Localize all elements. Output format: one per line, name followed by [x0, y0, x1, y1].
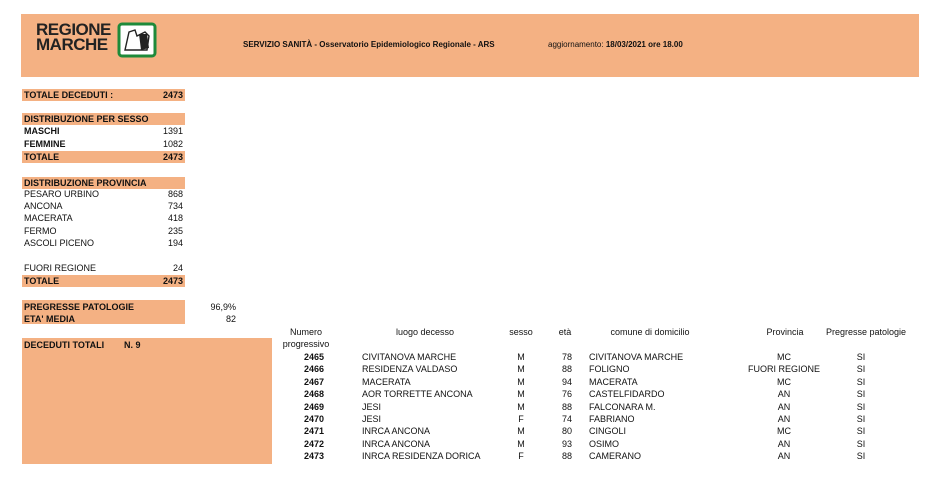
header-eta: età — [558, 327, 572, 337]
cell-numero: 2473 — [303, 451, 324, 462]
logo-line-1: REGIONE — [36, 20, 111, 39]
fuori-regione-value: 24 — [172, 263, 183, 273]
cell-luogo: RESIDENZA VALDASO — [362, 364, 458, 375]
deceduti-totali-box — [22, 338, 272, 464]
cell-sesso: M — [517, 376, 525, 387]
cell-provincia: AN — [777, 389, 791, 400]
cell-eta: 74 — [561, 414, 572, 424]
cell-luogo: INRCA ANCONA — [362, 426, 431, 437]
cell-patologie: SI — [856, 426, 866, 437]
update-value: 18/03/2021 ore 18.00 — [605, 40, 683, 49]
cell-sesso: M — [517, 401, 525, 412]
cell-provincia: AN — [777, 401, 791, 412]
cell-patologie: SI — [856, 389, 866, 400]
cell-comune: FOLIGNO — [589, 364, 630, 375]
eta-media-label: ETA' MEDIA — [24, 314, 75, 324]
logo-line-2: MARCHE — [36, 35, 108, 54]
cell-eta: 76 — [561, 389, 572, 400]
maschi-row — [22, 125, 185, 137]
cell-patologie: SI — [856, 451, 866, 462]
cell-provincia: MC — [777, 352, 791, 362]
cell-eta: 88 — [561, 451, 572, 462]
provincia-row — [22, 188, 185, 200]
cell-sesso: F — [518, 451, 524, 462]
patologie-value: 96,9% — [210, 302, 236, 312]
update-label: aggiornamento: — [548, 40, 604, 49]
header-sesso: sesso — [509, 327, 533, 337]
cell-luogo: JESI — [362, 401, 382, 412]
cell-numero: 2466 — [303, 364, 324, 375]
totale-deceduti-label: TOTALE DECEDUTI : — [24, 90, 114, 100]
fuori-regione-row — [22, 262, 185, 274]
cell-patologie: SI — [856, 438, 866, 449]
cell-eta: 94 — [561, 376, 572, 387]
cell-numero: 2471 — [303, 426, 324, 437]
cell-sesso: M — [517, 389, 525, 400]
fuori-regione-label: FUORI REGIONE — [24, 263, 97, 273]
cell-comune: CINGOLI — [589, 426, 627, 437]
deceduti-totali-count: N. 9 — [124, 340, 141, 350]
provincia-label: ASCOLI PICENO — [24, 238, 95, 248]
cell-luogo: MACERATA — [362, 376, 411, 387]
regione-marche-logo — [36, 22, 111, 52]
cell-luogo: INRCA RESIDENZA DORICA — [362, 451, 481, 462]
cell-provincia: AN — [777, 438, 791, 449]
cell-luogo: AOR TORRETTE ANCONA — [362, 389, 473, 400]
cell-eta: 88 — [561, 401, 572, 412]
totale-deceduti-value: 2473 — [162, 90, 183, 100]
cell-patologie: SI — [856, 376, 866, 387]
cell-patologie: SI — [856, 414, 866, 424]
cell-provincia: MC — [777, 426, 791, 437]
cell-comune: CIVITANOVA MARCHE — [589, 352, 684, 362]
provincia-value: 734 — [167, 201, 183, 211]
cell-eta: 88 — [561, 364, 572, 375]
cell-patologie: SI — [856, 401, 866, 412]
header-patologie: Pregresse patologie — [825, 327, 907, 337]
deceduti-totali-label: DECEDUTI TOTALI — [24, 340, 105, 350]
cell-numero: 2470 — [303, 414, 324, 424]
provincia-row — [22, 212, 185, 224]
cell-sesso: M — [517, 352, 525, 362]
header-numero — [276, 326, 336, 350]
cell-sesso: M — [517, 364, 525, 375]
sesso-totale-value: 2473 — [162, 152, 183, 162]
cell-comune: MACERATA — [589, 376, 638, 387]
cell-numero: 2465 — [303, 352, 324, 362]
header-numero-line2: progressivo — [282, 339, 330, 349]
patologie-label: PREGRESSE PATOLOGIE — [24, 302, 135, 312]
update-info — [548, 40, 683, 49]
cell-eta: 80 — [561, 426, 572, 437]
femmine-value: 1082 — [162, 139, 183, 149]
femmine-label: FEMMINE — [24, 139, 66, 149]
cell-provincia: AN — [777, 451, 791, 462]
header-comune: comune di domicilio — [610, 327, 690, 337]
sesso-totale-label: TOTALE — [24, 152, 60, 162]
cell-comune: FABRIANO — [589, 414, 635, 424]
header-numero-line1: Numero — [289, 327, 322, 337]
cell-numero: 2469 — [303, 401, 324, 412]
eta-media-value: 82 — [225, 314, 236, 324]
cell-luogo: JESI — [362, 414, 382, 424]
header-provincia: Provincia — [766, 327, 804, 337]
cell-patologie: SI — [856, 364, 866, 375]
cell-numero: 2472 — [303, 438, 324, 449]
cell-provincia: MC — [777, 376, 791, 387]
cell-patologie: SI — [856, 352, 866, 362]
sesso-title — [22, 113, 185, 125]
provincia-row — [22, 237, 185, 249]
cell-provincia: FUORI REGIONE — [747, 364, 820, 375]
provincia-row — [22, 200, 185, 212]
cell-luogo: INRCA ANCONA — [362, 438, 431, 449]
service-title: SERVIZIO SANITÀ - Osservatorio Epidemiologico Regionale - ARS — [243, 40, 495, 49]
cell-eta: 93 — [561, 438, 572, 449]
cell-sesso: M — [517, 438, 525, 449]
provincia-value: 418 — [167, 213, 183, 223]
sesso-title-text: DISTRIBUZIONE PER SESSO — [24, 114, 149, 124]
cell-eta: 78 — [561, 352, 572, 362]
femmine-row — [22, 138, 185, 150]
provincia-row — [22, 225, 185, 237]
provincia-value: 194 — [167, 238, 183, 248]
provincia-label: FERMO — [24, 226, 57, 236]
maschi-label: MASCHI — [24, 126, 60, 136]
cell-numero: 2468 — [303, 389, 324, 400]
provincia-label: MACERATA — [24, 213, 73, 223]
regione-marche-emblem-icon — [117, 22, 157, 58]
provincia-value: 868 — [167, 189, 183, 199]
provincia-title-text: DISTRIBUZIONE PROVINCIA — [24, 178, 147, 188]
maschi-value: 1391 — [162, 126, 183, 136]
provincia-totale-value: 2473 — [162, 276, 183, 286]
provincia-totale-row — [22, 275, 185, 287]
provincia-value: 235 — [167, 226, 183, 236]
cell-luogo: CIVITANOVA MARCHE — [362, 352, 457, 362]
provincia-label: ANCONA — [24, 201, 63, 211]
provincia-label: PESARO URBINO — [24, 189, 100, 199]
cell-provincia: AN — [777, 414, 791, 424]
totale-deceduti-row — [22, 89, 185, 101]
sesso-totale-row — [22, 151, 185, 163]
cell-sesso: M — [517, 426, 525, 437]
provincia-totale-label: TOTALE — [24, 276, 60, 286]
cell-comune: CASTELFIDARDO — [589, 389, 665, 400]
cell-numero: 2467 — [303, 376, 324, 387]
cell-comune: FALCONARA M. — [589, 401, 656, 412]
cell-comune: OSIMO — [589, 438, 620, 449]
cell-comune: CAMERANO — [589, 451, 642, 462]
cell-sesso: F — [518, 414, 524, 424]
header-luogo: luogo decesso — [395, 327, 455, 337]
